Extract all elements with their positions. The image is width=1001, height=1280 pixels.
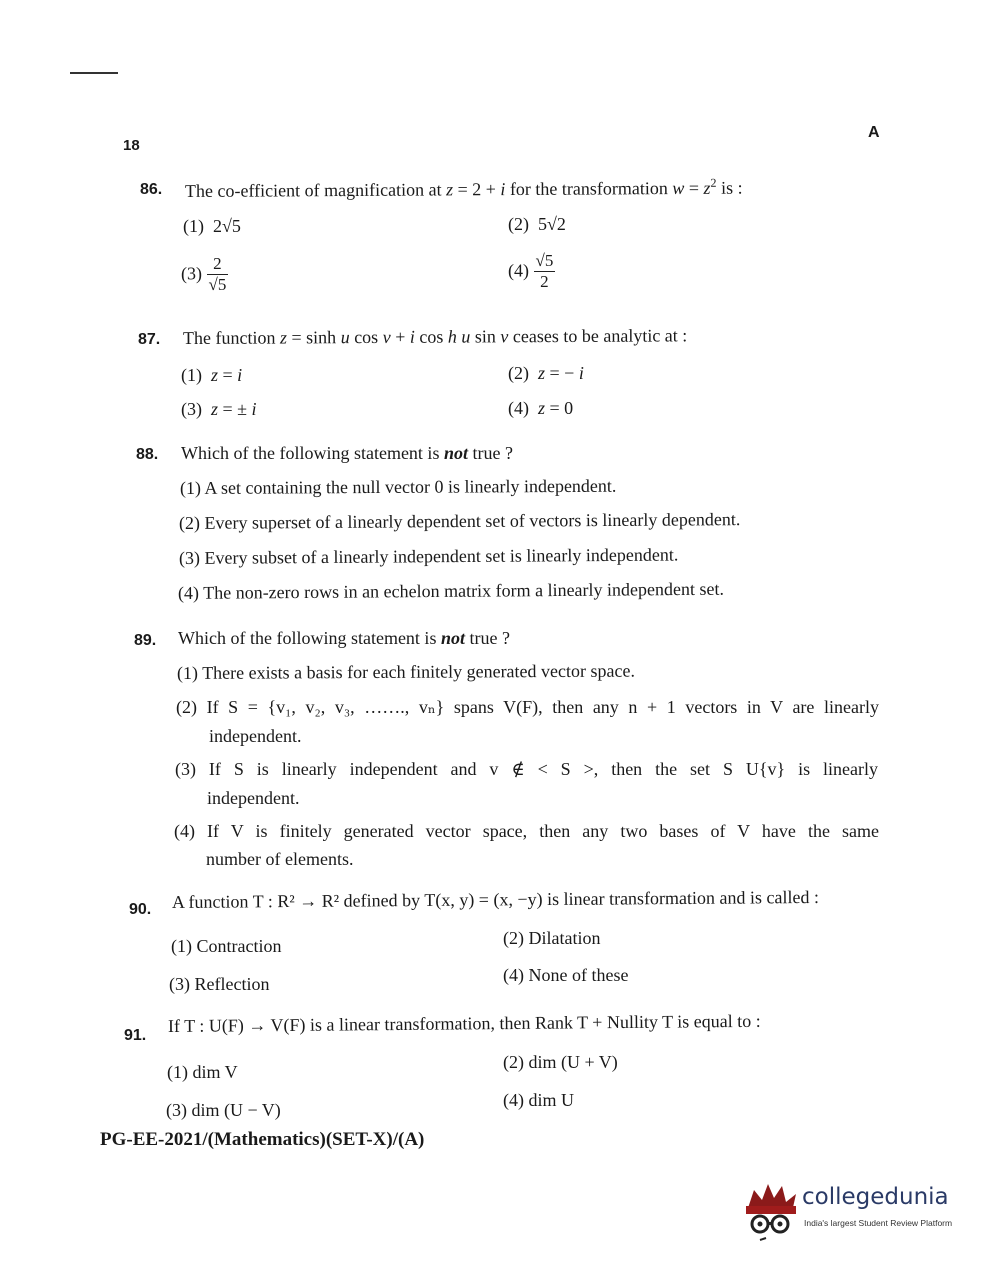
option-90-3: (3) Reflection — [169, 974, 270, 994]
question-87-text: The function z = sinh u cos v + i cos h u sin v ceases to be analytic at : — [182, 325, 688, 348]
option-89-3-line1: (3) If S is linearly independent and v ∉ < S >, then the set S U{v} is linearly — [175, 759, 878, 779]
set-letter: A — [868, 124, 880, 141]
exam-code-footer: PG-EE-2021/(Mathematics)(SET-X)/(A) — [100, 1129, 425, 1150]
option-88-4: (4) The non-zero rows in an echelon matrix form a linearly independent set. — [177, 578, 725, 603]
option-91-2: (2) dim (U + V) — [503, 1052, 618, 1072]
option-86-1: (1) 2√5 — [183, 216, 241, 236]
page-number: 18 — [123, 137, 140, 154]
option-86-3: (3) $\frac{2}{√5}$ — [181, 254, 227, 294]
option-87-1: (1) z = i — [181, 365, 243, 385]
mascot-icon — [742, 1180, 800, 1246]
top-rule — [70, 72, 118, 74]
option-90-4: (4) None of these — [503, 965, 629, 985]
option-89-2-line2: independent. — [209, 726, 302, 746]
option-86-4: (4) $\frac{√5}{2}$ — [508, 251, 554, 291]
option-91-4: (4) dim U — [503, 1090, 574, 1110]
question-91-number: 91. — [124, 1027, 147, 1044]
option-89-4-line2: number of elements. — [206, 849, 354, 869]
option-87-4: (4) z = 0 — [508, 398, 574, 418]
question-88-text: Which of the following statement is not true ? — [181, 443, 513, 463]
question-89-number: 89. — [134, 632, 157, 649]
question-90-text: A function T : R² → R² defined by T(x, y) = (x, −y) is linear transformation and is called : — [171, 886, 820, 912]
question-90-number: 90. — [129, 901, 152, 918]
option-87-3: (3) z = ± i — [181, 399, 257, 419]
option-89-3-line2: independent. — [207, 788, 300, 808]
option-90-2: (2) Dilatation — [503, 928, 601, 948]
option-88-1: (1) A set containing the null vector 0 is linearly independent. — [179, 475, 617, 498]
question-91-text: If T : U(F) → V(F) is a linear transformation, then Rank T + Nullity T is equal to : — [167, 1010, 761, 1036]
option-88-2: (2) Every superset of a linearly dependent set of vectors is linearly dependent. — [178, 509, 741, 533]
option-87-2: (2) z = − i — [508, 363, 584, 383]
option-89-1: (1) There exists a basis for each finitely generated vector space. — [176, 660, 636, 683]
option-89-2-line1: (2) If S = {v₁, v₂, v₃, ……., vₙ} spans V(F), then any n + 1 vectors in V are linearly — [176, 697, 879, 717]
logo-wordmark: collegedunia — [802, 1184, 949, 1210]
collegedunia-logo — [742, 1180, 972, 1250]
logo-tagline: India's largest Student Review Platform — [804, 1218, 953, 1228]
option-88-3: (3) Every subset of a linearly independent set is linearly independent. — [178, 544, 679, 568]
question-86-text: The co-efficient of magnification at z = 2 + i for the transformation $w = z^2$ is : — [184, 175, 743, 201]
option-91-1: (1) dim V — [167, 1062, 238, 1082]
question-88-number: 88. — [136, 446, 159, 463]
option-86-2: (2) 5√2 — [508, 214, 566, 234]
question-86-number: 86. — [140, 181, 163, 198]
option-89-4-line1: (4) If V is finitely generated vector space, then any two bases of V have the same — [174, 821, 879, 841]
option-90-1: (1) Contraction — [171, 936, 282, 956]
question-87-number: 87. — [138, 331, 161, 348]
question-89-text: Which of the following statement is not true ? — [178, 628, 510, 648]
option-91-3: (3) dim (U − V) — [166, 1100, 281, 1120]
